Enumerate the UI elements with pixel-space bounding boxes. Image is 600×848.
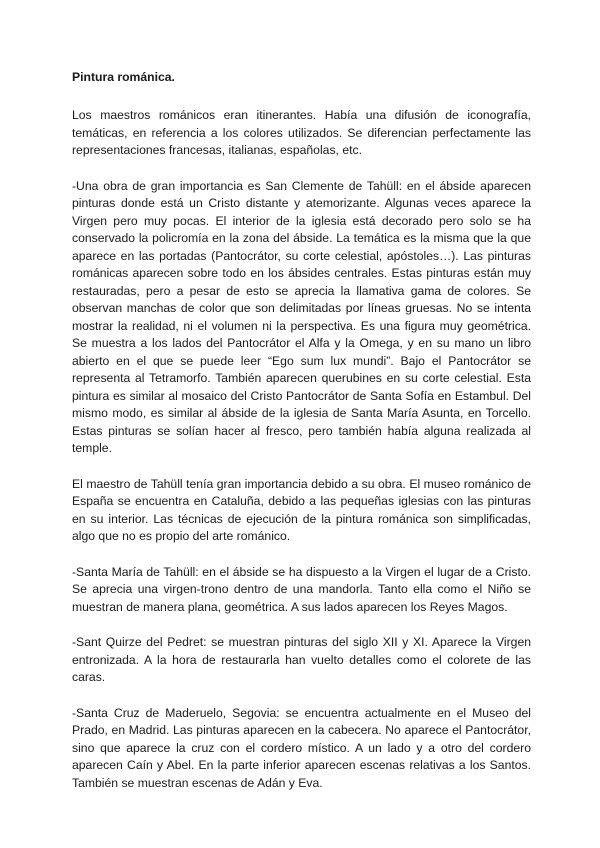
paragraph-santa-cruz-maderuelo: -Santa Cruz de Maderuelo, Segovia: se encuentra actualmente en el Museo del Prado, en Madrid. Las pinturas aparecen en la cabecera. No aparece el Pantocrátor, sino que aparece la cruz con el cordero místico. A un lado y a otro del cordero aparecen Caín y Abel. En la parte inferior aparecen escenas relativas a los Santos. También se muestran escenas de Adán y Eva. <box>72 705 531 790</box>
document-title: Pintura románica. <box>72 70 175 84</box>
document-page <box>72 69 531 792</box>
paragraph-san-clemente-tahull: -Una obra de gran importancia es San Clemente de Tahüll: en el ábside aparecen pinturas donde está un Cristo distante y atemorizante. Algunas veces aparece la Virgen pero muy pocas. El interior de la iglesia está decorado pero solo se ha conservado la policromía en la zona del ábside. La temática es la misma que la que aparece en las portadas (Pantocrátor, su corte celestial, apóstoles…). Las pinturas románicas aparecen sobre todo en los ábsides centrales. Estas pinturas están muy restauradas, pero a pesar de esto se aprecia la llamativa gama de colores. Se observan manchas de color que son delimitadas por líneas gruesas. No se intenta mostrar la realidad, ni el volumen ni la perspectiva. Es una figura muy geométrica. Se muestra a los lados del Pantocrátor el Alfa y la Omega, y en su mano un libro abierto en el que se puede leer “Ego sum lux mundi”. Bajo el Pantocrátor se representa al Tetramorfo. También aparecen querubines en su corte celestial. Esta pintura es similar al mosaico del Cristo Pantocrátor de Santa Sofía en Estambul. Del mismo modo, es similar al ábside de la iglesia de Santa María Asunta, en Torcello. Estas pinturas se solían hacer al fresco, pero también había alguna realizada al temple. <box>72 178 531 455</box>
paragraph-santa-maria-tahull: -Santa María de Tahüll: en el ábside se ha dispuesto a la Virgen el lugar de a Cristo. Se aprecia una virgen-trono dentro de una mandorla. Tanto ella como el Niño se muestran de manera plana, geométrica. A sus lados aparecen los Reyes Magos. <box>72 564 531 614</box>
paragraph-intro: Los maestros románicos eran itinerantes. Había una difusión de iconografía, temáticas, en referencia a los colores utilizados. Se diferencian perfectamente las representaciones francesas, italianas, españolas, etc. <box>72 108 531 157</box>
paragraph-sant-quirze-pedret: -Sant Quirze del Pedret: se muestran pinturas del siglo XII y XI. Aparece la Virgen entronizada. A la hora de restaurarla han vuelto detalles como el colorete de las caras. <box>72 635 531 684</box>
paragraph-maestro-tahull: El maestro de Tahüll tenía gran importancia debido a su obra. El museo románico de España se encuentra en Cataluña, debido a las pequeñas iglesias con las pinturas en su interior. Las técnicas de ejecución de la pintura románica son simplificadas, algo que no es propio del arte románico. <box>72 476 531 543</box>
